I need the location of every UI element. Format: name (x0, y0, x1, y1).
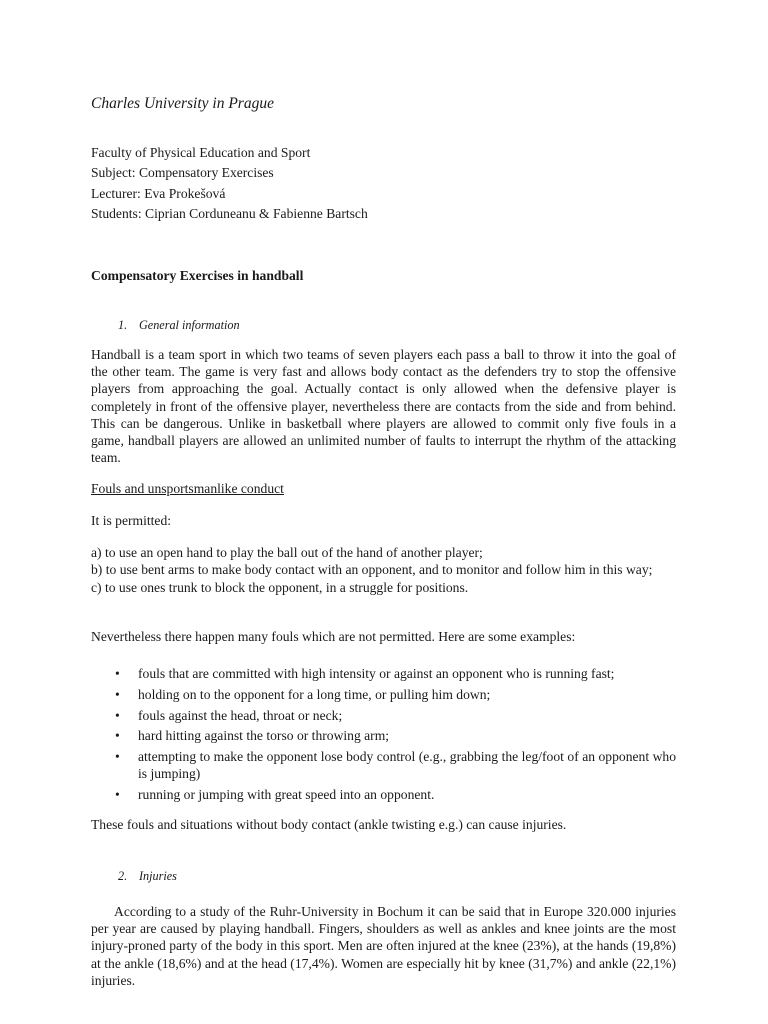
list-item (91, 707, 676, 724)
bullet-icon: • (115, 749, 120, 765)
list-item (91, 786, 676, 803)
bullet-icon: • (115, 728, 120, 744)
section-number: 2. (118, 869, 128, 883)
list-item-text: fouls that are committed with high intensity or against an opponent who is running fast; (138, 666, 615, 681)
permitted-list (91, 544, 676, 596)
bullet-icon: • (115, 686, 120, 702)
general-info-paragraph: Handball is a team sport in which two teams of seven players each pass a ball to throw it into the goal of the other team. The game is very fast and allows body contact as the defenders try to stop the offensive players from approaching the goal. Actually contact is only allowed when the defensive player is completely in front of the offensive player, nevertheless there are contacts from the side and from behind. This can be dangerous. Unlike in basketball where players are allowed to commit only five fouls in a game, handball players are allowed an unlimited number of faults to interrupt the rhythm of the attacking team. (91, 347, 676, 466)
bullet-icon: • (115, 707, 120, 723)
section-heading-injuries (118, 869, 177, 884)
list-item-text: running or jumping with great speed into an opponent. (138, 787, 435, 803)
fouls-examples-list (91, 665, 676, 807)
university-name: Charles University in Prague (91, 95, 274, 112)
list-item-text: attempting to make the opponent lose body control (e.g., grabbing the leg/foot of an opponent who is jumping) (138, 749, 676, 782)
list-item (91, 727, 676, 744)
fouls-closing-sentence: These fouls and situations without body contact (ankle twisting e.g.) can cause injuries. (91, 817, 567, 832)
document-meta (91, 143, 368, 224)
section-title: General information (139, 318, 240, 332)
subject-line: Subject: Compensatory Exercises (91, 165, 274, 181)
fouls-subheading: Fouls and unsportsmanlike conduct (91, 481, 284, 496)
faculty-line: Faculty of Physical Education and Sport (91, 145, 311, 160)
list-item (91, 686, 676, 703)
permitted-intro: It is permitted: (91, 513, 172, 528)
document-title: Compensatory Exercises in handball (91, 268, 304, 283)
lecturer-line: Lecturer: Eva Prokešová (91, 185, 226, 201)
list-item-text: fouls against the head, throat or neck; (138, 707, 343, 723)
section-title: Injuries (139, 869, 177, 883)
not-permitted-intro: Nevertheless there happen many fouls which are not permitted. Here are some examples: (91, 629, 576, 644)
students-line: Students: Ciprian Corduneanu & Fabienne Bartsch (91, 205, 368, 221)
permitted-item: b) to use bent arms to make body contact with an opponent, and to monitor and follow him in this way; (91, 562, 653, 578)
bullet-icon: • (115, 787, 120, 803)
list-item-text: holding on to the opponent for a long time, or pulling him down; (138, 686, 491, 702)
section-number: 1. (118, 318, 128, 332)
list-item-text: hard hitting against the torso or throwing arm; (138, 728, 390, 744)
bullet-icon: • (115, 666, 120, 681)
injuries-paragraph: According to a study of the Ruhr-University in Bochum it can be said that in Europe 320.000 injuries per year are caused by playing handball. Fingers, shoulders as well as ankles and knee joints are the most injury-proned party of the body in this sport. Men are often injured at the knee (23%), at the hands (19,8%) at the ankle (18,6%) and at the head (17,4%). Women are especially hit by knee (31,7%) and ankle (22,1%) injuries. (91, 904, 676, 988)
permitted-item: c) to use ones trunk to block the opponent, in a struggle for positions. (91, 579, 469, 595)
permitted-item: a) to use an open hand to play the ball out of the hand of another player; (91, 545, 483, 560)
section-heading-general-information (118, 318, 240, 333)
list-item (91, 748, 676, 782)
list-item (91, 665, 676, 682)
